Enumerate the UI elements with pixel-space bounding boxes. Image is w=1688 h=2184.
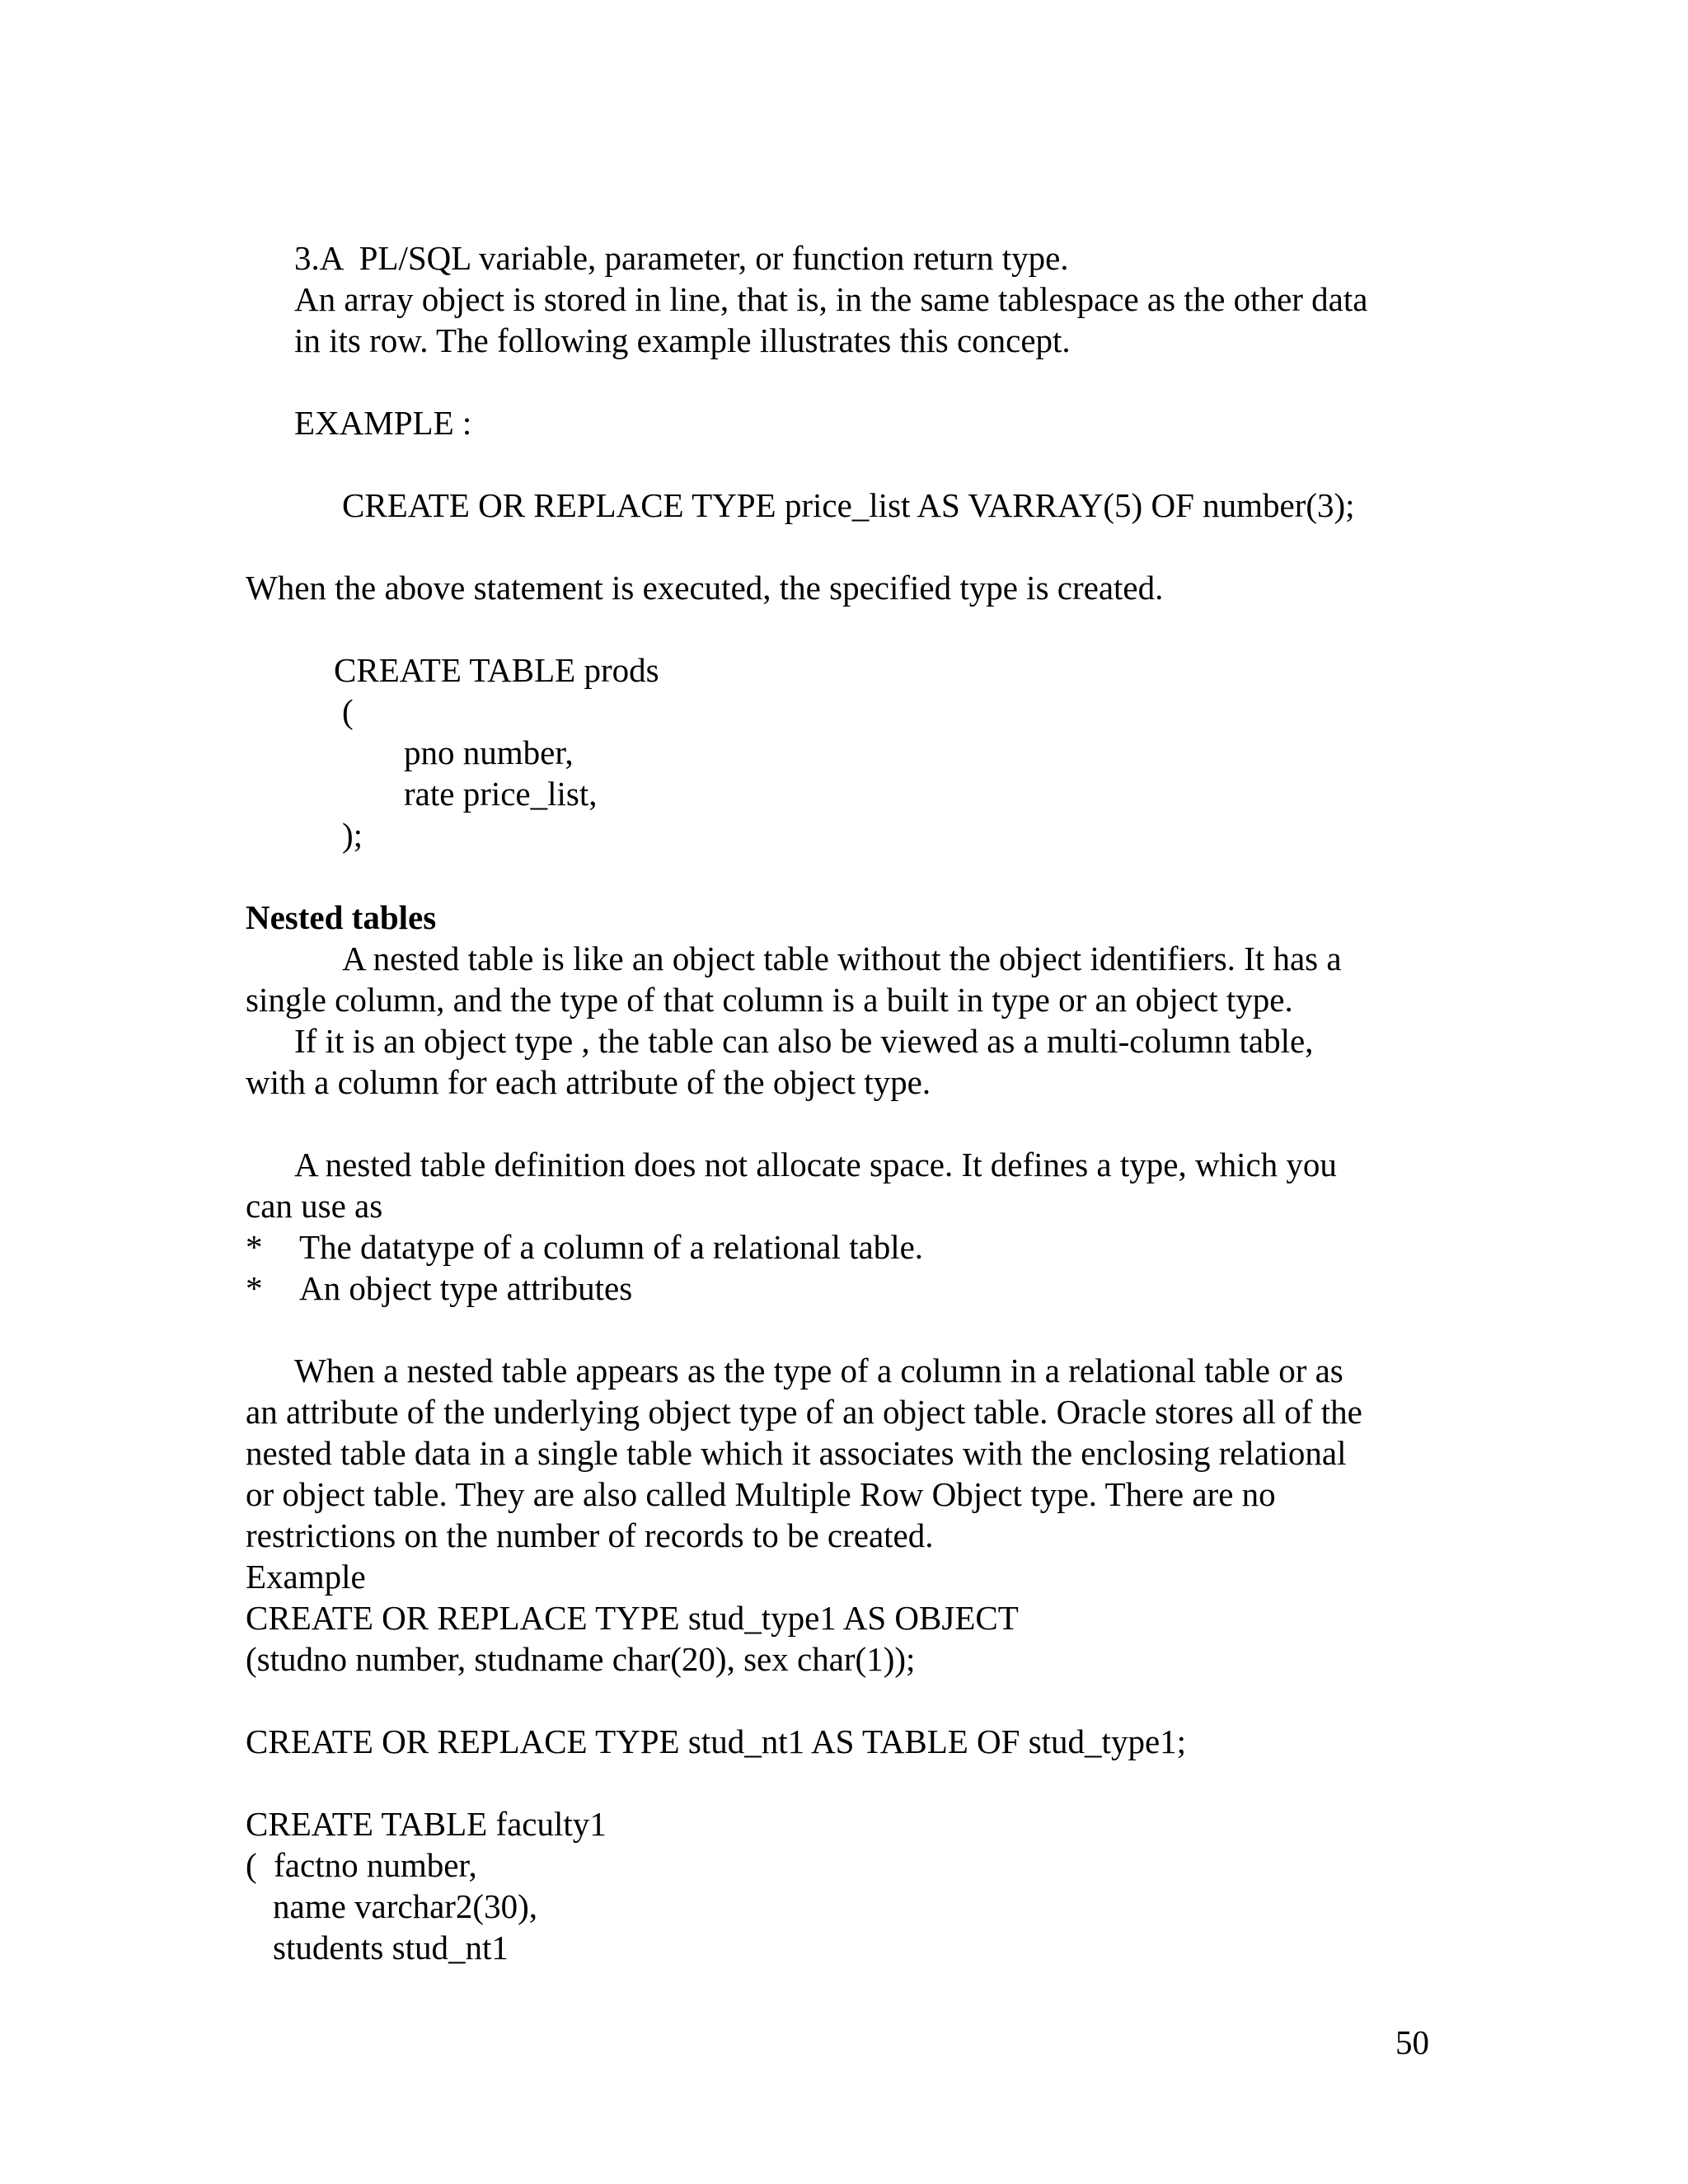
nested-p3-line-5: restrictions on the number of records to be created. xyxy=(246,1516,934,1554)
intro-line-3: in its row. The following example illustrates this concept. xyxy=(294,321,1071,359)
prods-line-1: CREATE TABLE prods xyxy=(334,651,659,689)
faculty-line-3: name varchar2(30), xyxy=(273,1887,537,1925)
prods-line-3: pno number, xyxy=(404,733,574,771)
bullet-marker: * xyxy=(246,1269,263,1307)
section-heading: Nested tables xyxy=(246,898,437,936)
stud-type-line-1: CREATE OR REPLACE TYPE stud_type1 AS OBJECT xyxy=(246,1599,1019,1637)
nested-p2-line-1: A nested table definition does not allocate space. It defines a type, which you xyxy=(294,1146,1337,1183)
nested-p3-line-4: or object table. They are also called Multiple Row Object type. There are no xyxy=(246,1475,1276,1513)
nested-p3-line-1: When a nested table appears as the type of a column in a relational table or as xyxy=(294,1352,1343,1390)
intro-line-2: An array object is stored in line, that is, in the same tablespace as the other data xyxy=(294,280,1368,318)
prods-line-5: ); xyxy=(342,816,363,854)
example-label: EXAMPLE : xyxy=(294,404,472,442)
varray-statement: CREATE OR REPLACE TYPE price_list AS VARRAY(5) OF number(3); xyxy=(342,486,1355,524)
page-number: 50 xyxy=(1395,2023,1429,2061)
stud-nt-line: CREATE OR REPLACE TYPE stud_nt1 AS TABLE OF stud_type1; xyxy=(246,1722,1187,1760)
varray-note: When the above statement is executed, the specified type is created. xyxy=(246,569,1164,607)
example2-label: Example xyxy=(246,1558,366,1596)
nested-p1-line-4: with a column for each attribute of the object type. xyxy=(246,1063,931,1101)
bullet-text: The datatype of a column of a relational table. xyxy=(299,1228,924,1266)
nested-p2-line-2: can use as xyxy=(246,1187,383,1225)
nested-p1-line-1: A nested table is like an object table without the object identifiers. It has a xyxy=(342,940,1342,977)
nested-p1-line-3: If it is an object type , the table can also be viewed as a multi-column table, xyxy=(294,1022,1314,1060)
nested-p3-line-2: an attribute of the underlying object type of an object table. Oracle stores all of the xyxy=(246,1393,1362,1431)
bullet-text: An object type attributes xyxy=(299,1269,633,1307)
faculty-line-4: students stud_nt1 xyxy=(273,1929,509,1966)
prods-line-4: rate price_list, xyxy=(404,775,598,813)
faculty-line-2: ( factno number, xyxy=(246,1846,477,1884)
intro-line-1: 3.A PL/SQL variable, parameter, or function return type. xyxy=(294,239,1069,277)
nested-p3-line-3: nested table data in a single table which it associates with the enclosing relational xyxy=(246,1434,1347,1472)
faculty-line-1: CREATE TABLE faculty1 xyxy=(246,1805,607,1843)
prods-line-2: ( xyxy=(342,692,354,730)
bullet-marker: * xyxy=(246,1228,263,1266)
nested-p1-line-2: single column, and the type of that column is a built in type or an object type. xyxy=(246,981,1293,1019)
stud-type-line-2: (studno number, studname char(20), sex char(1)); xyxy=(246,1640,916,1678)
